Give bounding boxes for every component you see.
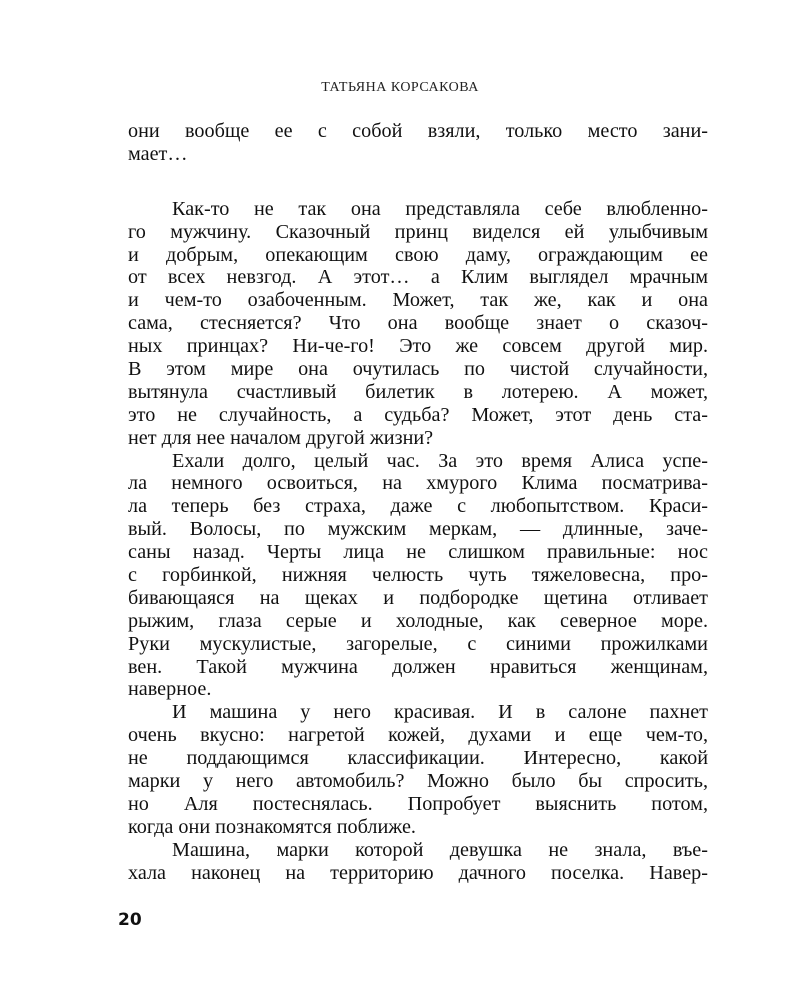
text-line: марки у него автомобиль? Можно было бы спросить, (128, 770, 708, 793)
text-line: очень вкусно: нагретой кожей, духами и еще чем-то, (128, 724, 708, 747)
text-line: ла немного освоиться, на хмурого Клима посматрива- (128, 472, 708, 495)
body-text (128, 120, 708, 885)
text-line: вый. Волосы, по мужским меркам, — длинные, заче- (128, 518, 708, 541)
text-line: Ехали долго, целый час. За это время Алиса успе- (172, 449, 708, 472)
text-line: и добрым, опекающим свою даму, ограждающим ее (128, 243, 708, 266)
text-line: го мужчину. Сказочный принц виделся ей улыбчивым (128, 220, 708, 243)
text-line: от всех невзгод. А этот… а Клим выглядел мрачным (128, 266, 708, 289)
text-line: бивающаяся на щеках и подбородке щетина отливает (128, 586, 708, 609)
text-line: с горбинкой, нижняя челюсть чуть тяжеловесна, про- (128, 564, 708, 587)
page-number: 20 (118, 910, 142, 930)
text-line: ла теперь без страха, даже с любопытством. Краси- (128, 495, 708, 518)
text-line: не поддающимся классификации. Интересно, какой (128, 747, 708, 770)
text-line: когда они познакомятся поближе. (128, 815, 416, 838)
text-line: мает… (128, 142, 188, 165)
text-line: нет для нее началом другой жизни? (128, 426, 434, 449)
text-line: но Аля постеснялась. Попробует выяснить потом, (128, 792, 708, 815)
text-line: наверное. (128, 678, 212, 701)
text-line: Как-то не так она представляла себе влюбленно- (172, 197, 708, 220)
text-line: рыжим, глаза серые и холодные, как северное море. (128, 609, 708, 632)
text-line: это не случайность, а судьба? Может, этот день ста- (128, 403, 708, 426)
text-line: И машина у него красивая. И в салоне пахнет (172, 701, 708, 724)
text-line: хала наконец на территорию дачного поселка. Навер- (128, 861, 708, 884)
text-line: ных принцах? Ни-че-го! Это же совсем другой мир. (128, 335, 708, 358)
text-line: сама, стесняется? Что она вообще знает о сказоч- (128, 312, 708, 335)
text-line: вытянула счастливый билетик в лотерею. А может, (128, 380, 708, 403)
text-line: Руки мускулистые, загорелые, с синими прожилками (128, 632, 708, 655)
text-line: и чем-то озабоченным. Может, так же, как и она (128, 289, 708, 312)
running-header-author: ТАТЬЯНА КОРСАКОВА (321, 80, 479, 95)
text-line: вен. Такой мужчина должен нравиться женщинам, (128, 655, 708, 678)
text-line: Машина, марки которой девушка не знала, въе- (172, 838, 708, 861)
text-line: они вообще ее с собой взяли, только место зани- (128, 120, 708, 142)
text-line: В этом мире она очутилась по чистой случайности, (128, 358, 708, 381)
text-line: саны назад. Черты лица не слишком правильные: нос (128, 541, 708, 564)
